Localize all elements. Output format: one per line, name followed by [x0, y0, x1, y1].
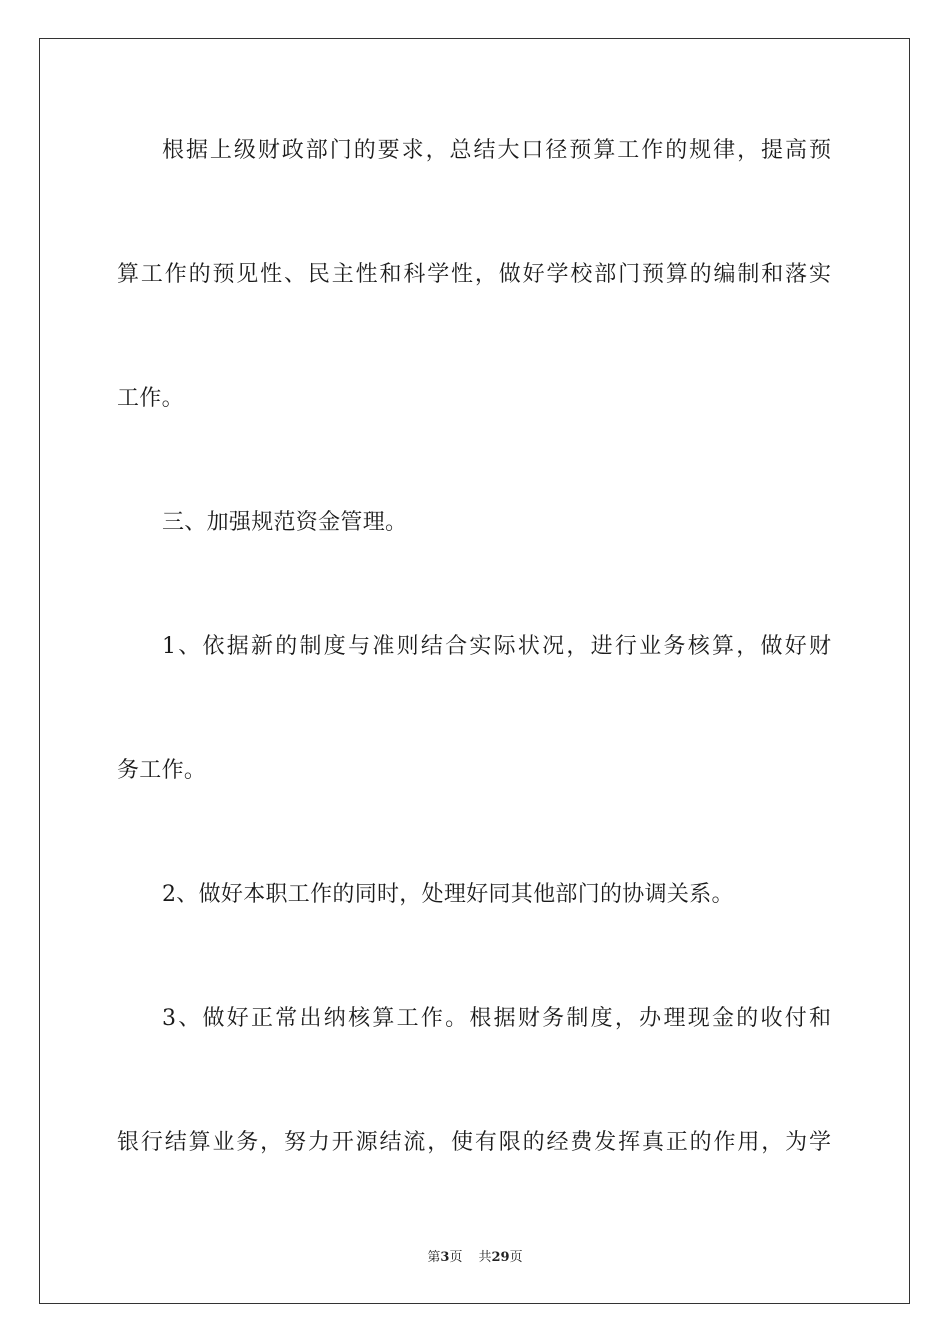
paragraph-line-1: 根据上级财政部门的要求，总结大口径预算工作的规律，提高预: [162, 138, 831, 163]
total-pages: 29: [491, 1250, 510, 1265]
page-suffix: 页: [449, 1250, 463, 1265]
page-number: 3: [440, 1250, 450, 1265]
paragraph-line-6: 务工作。: [117, 758, 207, 783]
total-suffix: 页: [509, 1250, 523, 1265]
page-footer: [0, 1250, 950, 1266]
paragraph-line-2: 算工作的预见性、民主性和科学性，做好学校部门预算的编制和落实: [117, 262, 831, 287]
total-prefix: 共: [478, 1250, 492, 1265]
paragraph-line-3: 工作。: [117, 386, 184, 411]
paragraph-line-8: 3、做好正常出纳核算工作。根据财务制度，办理现金的收付和: [162, 1006, 831, 1031]
paragraph-line-9: 银行结算业务，努力开源结流，使有限的经费发挥真正的作用，为学: [117, 1130, 831, 1155]
paragraph-line-5: 1、依据新的制度与准则结合实际状况，进行业务核算，做好财: [162, 634, 831, 659]
section-heading: 三、加强规范资金管理。: [162, 510, 408, 535]
page-border: [39, 38, 910, 1304]
paragraph-line-7: 2、做好本职工作的同时，处理好同其他部门的协调关系。: [162, 882, 734, 907]
page-prefix: 第: [427, 1250, 441, 1265]
